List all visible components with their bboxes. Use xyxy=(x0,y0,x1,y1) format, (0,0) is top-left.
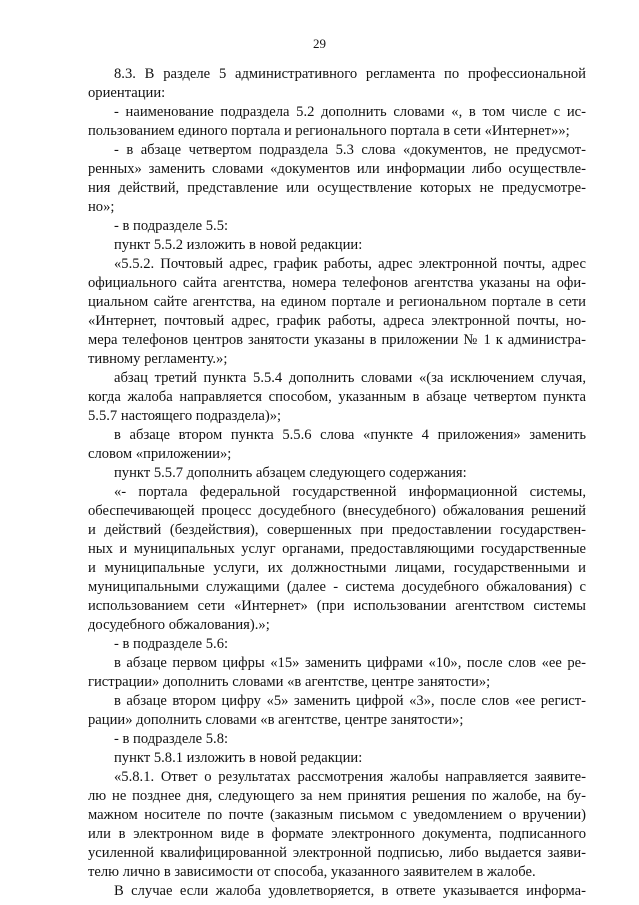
text-line: ренных» заменить словами «документов или информации либо осуществле- xyxy=(88,161,586,177)
text-line: пункт 5.5.2 изложить в новой редакции: xyxy=(114,237,363,253)
text-line: 8.3. В разделе 5 административного регламента по профессиональной xyxy=(114,66,586,82)
text-line: и действий (бездействия), совершенных при предоставлении государствен- xyxy=(88,522,586,538)
text-line: пункт 5.8.1 изложить в новой редакции: xyxy=(114,750,363,766)
text-line: 5.5.7 настоящего подраздела)»; xyxy=(88,408,282,424)
text-line: телю лично в зависимости от способа, указанного заявителем в жалобе. xyxy=(88,864,536,880)
text-line: муниципальными служащими (далее - система досудебного обжалования) с xyxy=(88,579,586,595)
text-line: «Интернет, почтовый адрес, график работы, адреса электронной почты, но- xyxy=(88,313,586,329)
text-line: ориентации: xyxy=(88,85,166,101)
text-line: в абзаце первом цифры «15» заменить цифрами «10», после слов «ее ре- xyxy=(114,655,586,671)
text-line: мера телефонов центров занятости указаны в приложении № 1 к администра- xyxy=(88,332,586,348)
text-line: но»; xyxy=(88,199,115,215)
text-line: циальном сайте агентства, на едином портале и региональном портале в сети xyxy=(88,294,586,310)
text-line: обеспечивающей процесс досудебного (внесудебного) обжалования решений xyxy=(88,503,586,519)
text-line: - наименование подраздела 5.2 дополнить словами «, в том числе с ис- xyxy=(114,104,586,120)
text-line: мажном носителе по почте (заказным письмом с уведомлением о вручении) xyxy=(88,807,586,823)
text-line: ния действий, представление или осуществление которых не предусмотре- xyxy=(88,180,586,196)
text-line: в абзаце втором цифру «5» заменить цифрой «3», после слов «ее регист- xyxy=(114,693,586,709)
text-line: когда жалоба направляется способом, указанным в абзаце четвертом пункта xyxy=(88,389,586,405)
text-line: официального сайта агентства, номера телефонов агентства указаны на офи- xyxy=(88,275,586,291)
text-line: абзац третий пункта 5.5.4 дополнить словами «(за исключением случая, xyxy=(114,370,586,386)
text-line: в абзаце втором пункта 5.5.6 слова «пункте 4 приложения» заменить xyxy=(114,427,586,443)
text-line: - в подразделе 5.6: xyxy=(114,636,229,652)
text-line: ных и муниципальных услуг органами, предоставляющими государственные xyxy=(88,541,586,557)
text-line: - в подразделе 5.8: xyxy=(114,731,229,747)
page-number: 29 xyxy=(313,36,326,51)
text-line: тивному регламенту.»; xyxy=(88,351,228,367)
text-line: - в абзаце четвертом подраздела 5.3 слова «документов, не предусмот- xyxy=(114,142,586,158)
text-line: рации» дополнить словами «в агентстве, центре занятости»; xyxy=(88,712,464,728)
text-line: или в электронном виде в формате электронного документа, подписанного xyxy=(88,826,586,842)
text-line: пользованием единого портала и регионального портала в сети «Интернет»»; xyxy=(88,123,570,139)
text-line: гистрации» дополнить словами «в агентстве, центре занятости»; xyxy=(88,674,491,690)
text-line: лю не позднее дня, следующего за нем принятия решения по жалобе, на бу- xyxy=(88,788,586,804)
text-line: «5.8.1. Ответ о результатах рассмотрения жалобы направляется заявите- xyxy=(114,769,586,785)
text-line: использованием сети «Интернет» (при использовании агентством системы xyxy=(88,598,586,614)
text-line: - в подразделе 5.5: xyxy=(114,218,229,234)
text-line: и муниципальные услуги, их должностными лицами, государственными и xyxy=(88,560,586,576)
text-line: досудебного обжалования).»; xyxy=(88,617,270,633)
text-line: усиленной квалифицированной электронной подписью, либо выдается заяви- xyxy=(88,845,586,861)
text-line: «- портала федеральной государственной информационной системы, xyxy=(114,484,586,500)
text-line: словом «приложении»; xyxy=(88,446,232,462)
text-line: пункт 5.5.7 дополнить абзацем следующего содержания: xyxy=(114,465,467,481)
text-line: «5.5.2. Почтовый адрес, график работы, адрес электронной почты, адрес xyxy=(114,256,586,272)
text-line: В случае если жалоба удовлетворяется, в ответе указывается информа- xyxy=(114,883,586,899)
